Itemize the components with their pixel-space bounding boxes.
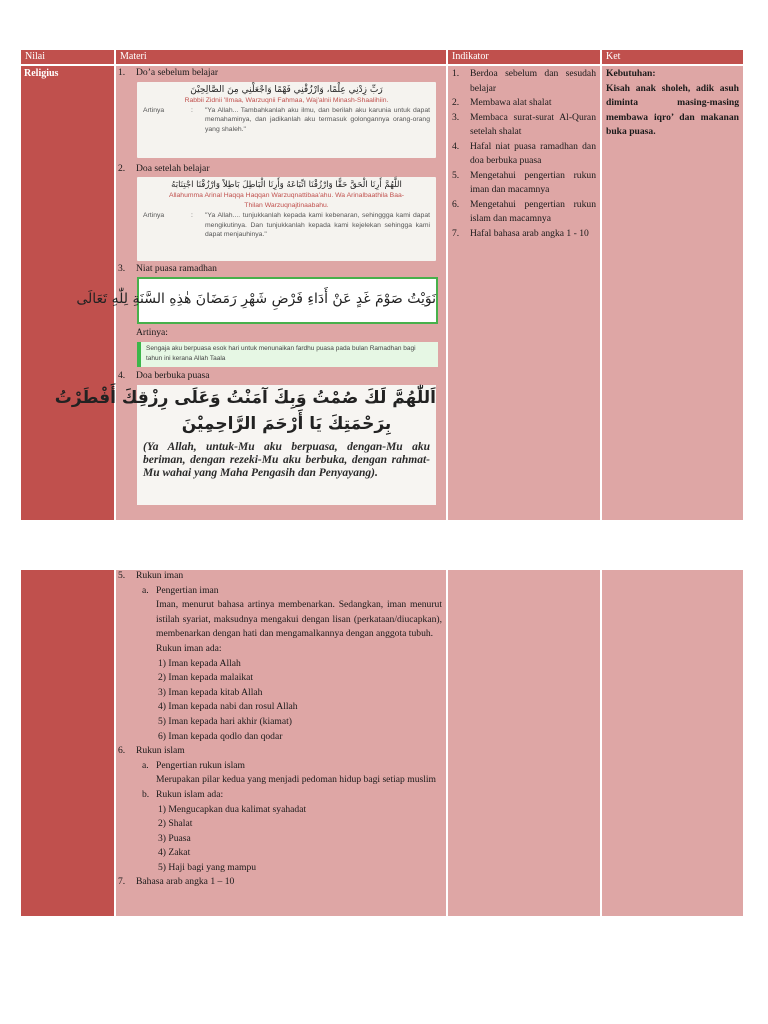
indikator-text: Hafal bahasa arab angka 1 - 10: [470, 227, 589, 239]
sub-title: Pengertian rukun islam: [156, 759, 245, 771]
indikator-text: Berdoa sebelum dan sesudah belajar: [470, 68, 596, 94]
artinya-row: [137, 106, 436, 135]
item-title: Do’a sebelum belajar: [136, 67, 219, 78]
nilai-label: Religius: [24, 68, 59, 79]
list-item: 2) Iman kepada malaikat: [158, 672, 254, 684]
item-number: 6.: [118, 745, 126, 757]
materi-item-6: [118, 744, 442, 759]
doa-berbuka-image: [54, 385, 436, 505]
arabic-line-1: اَللّٰهُمَّ لَكَ صُمْتُ وَبِكَ آمَنْتُ وَعَلَى رِزْقِكَ أَفْطَرْتُ: [54, 388, 436, 408]
list-item: 5) Iman kepada hari akhir (kiamat): [158, 715, 292, 727]
item-title: Doa berbuka puasa: [136, 370, 210, 381]
indikator-item: [452, 111, 596, 140]
item-number: 1.: [118, 67, 126, 78]
list-item: 4) Zakat: [158, 847, 191, 859]
indikator-text: Hafal niat puasa ramadhan dan doa berbuka puasa: [470, 140, 596, 166]
artinya-text: "Ya Allah.... tunjukkanlah kepada kami kebenaran, sehinggga kami dapat mengikutinya. Dan tunjukkanlah kepada kami kejelekan sehingga kami dapat menjauhinya.": [205, 212, 430, 238]
indikator-number: 4.: [452, 140, 460, 152]
ket-text: Kisah anak sholeh, adik asuh diminta masing-masing membawa iqro’ dan makanan buka puasa.: [606, 82, 739, 137]
list-item: 1) Iman kepada Allah: [158, 657, 241, 669]
niat-puasa-image: [76, 277, 438, 324]
sub-label: b.: [142, 788, 150, 800]
item-title: Rukun iman: [136, 570, 184, 581]
header-ket: Ket: [602, 50, 743, 64]
item-number: 2.: [118, 163, 126, 174]
item-number: 3.: [118, 263, 126, 274]
materi-item-4: [118, 369, 438, 384]
indikator-item: [452, 169, 596, 198]
header-materi: Materi: [116, 50, 446, 64]
materi-item-7: [118, 875, 442, 890]
arabic-line-2: بِرَحْمَتِكَ يَا أَرْحَمَ الرَّاحِمِيْنَ: [181, 414, 392, 434]
materi-item-5: [118, 569, 442, 584]
indikator-item: [452, 198, 596, 227]
indikator-number: 3.: [452, 111, 460, 123]
indikator-cell-2: [448, 570, 600, 916]
list-item: 3) Puasa: [158, 832, 191, 844]
header-indikator: Indikator: [448, 50, 600, 64]
indikator-text: Membawa alat shalat: [470, 97, 552, 108]
indikator-number: 2.: [452, 97, 460, 108]
sub-item-a: [118, 759, 442, 774]
rukun-iman-list: [118, 657, 442, 745]
artinya-text: "Ya Allah... Tambahkanlah aku ilmu, dan berilah aku karunia untuk dapat memahaminya, dan jadikanlah aku termasuk golongannya orang-orang yang shaleh.": [205, 106, 430, 133]
ket-label: Kebutuhan:: [606, 68, 656, 79]
artinya-label: Artinya: [143, 212, 165, 219]
materi-item-1: [118, 66, 438, 81]
latin-text: Allahumma Arinal Haqqa Haqqan Warzuqnattibaa'ahu. Wa Arinalbaathila Baa-Thilan Warzuqnajtinaabahu.: [168, 192, 405, 209]
sub-label: a.: [142, 584, 149, 596]
latin-text: Rabbii Zidnii 'Ilmaa, Warzuqnii Fahmaa, Waj'alnii Minash-Shaalihiin.: [184, 97, 389, 104]
item-title: Niat puasa ramadhan: [136, 263, 217, 274]
list-item: 1) Mengucapkan dua kalimat syahadat: [158, 803, 307, 815]
niat-artinya-box: [137, 342, 438, 367]
list-item: 6) Iman kepada qodlo dan qodar: [158, 730, 283, 742]
niat-artinya-label: Artinya:: [136, 327, 168, 338]
ket-content: [606, 67, 739, 140]
indikator-item: [452, 140, 596, 169]
indikator-number: 5.: [452, 169, 460, 181]
pengertian-islam-text: Merupakan pilar kedua yang menjadi pedoman hidup bagi setiap muslim: [156, 774, 437, 786]
colon: :: [191, 106, 193, 114]
ket-cell-2: [602, 570, 743, 916]
colon: :: [191, 212, 193, 219]
indikator-number: 1.: [452, 68, 460, 79]
artinya-label: Artinya: [143, 106, 165, 114]
sub-item-b: [118, 788, 442, 803]
rukun-islam-list: [118, 803, 442, 876]
indikator-list: [452, 67, 596, 241]
arabic-text: نَوَيْتُ صَوْمَ غَدٍ عَنْ أَدَاءِ فَرْضِ شَهْرِ رَمَضَانَ هٰذِهِ السَّنَةِ لِلّٰهِ تَعَالَى: [76, 291, 436, 307]
indikator-number: 6.: [452, 198, 460, 210]
niat-artinya-text: Sengaja aku berpuasa esok hari untuk menunaikan fardhu puasa pada bulan Ramadhan bagi tahun ini kerana Allah Taala: [146, 345, 416, 362]
indikator-item: [452, 67, 596, 96]
doa-setelah-belajar-image: [137, 177, 436, 261]
indikator-text: Mengetahui pengertian rukun iman dan macamnya: [470, 169, 596, 195]
list-item: 4) Iman kepada nabi dan rosul Allah: [158, 701, 298, 713]
item-title: Bahasa arab angka 1 – 10: [136, 876, 235, 888]
item-number: 7.: [118, 876, 126, 888]
indikator-item: [452, 96, 596, 111]
item-title: Rukun islam: [136, 745, 185, 757]
header-nilai: Nilai: [21, 50, 114, 64]
sub-title: Rukun islam ada:: [156, 788, 224, 800]
item-number: 4.: [118, 370, 126, 381]
indikator-number: 7.: [452, 227, 460, 239]
indikator-item: [452, 227, 596, 242]
materi-continued: [118, 569, 442, 890]
sub-label: a.: [142, 759, 149, 771]
materi-item-3: [118, 262, 438, 277]
artinya-row: [137, 211, 436, 240]
indikator-text: Mengetahui pengertian rukun islam dan macamnya: [470, 198, 596, 224]
nilai-cell-2: [21, 570, 114, 916]
arabic-text: رَبِّ زِدْنِي عِلْمًا، وَارْزُقْنِي فَهْمًا وَاجْعَلْنِي مِنَ الصَّالِحِيْنَ: [190, 85, 383, 95]
list-item: 5) Haji bagi yang mampu: [158, 861, 257, 873]
list-item: 3) Iman kepada kitab Allah: [158, 686, 263, 698]
pengertian-iman-text: Iman, menurut bahasa artinya membenarkan. Sedangkan, iman menurut istilah syariat, maksudnya mengakui dengan lisan (perkataan/diucapkan), membenarkan dengan hati dan mengamalkannya dengan anggota tubuh.: [156, 599, 442, 640]
rukun-iman-title: Rukun iman ada:: [156, 642, 222, 654]
arabic-text: اللَّهُمَّ أَرِنَا الْحَقَّ حَقًّا وَارْزُقْنَا اتِّبَاعَهُ وَأَرِنَا الْبَاطِلَ بَاطِلاً وَارْزُقْنَا اجْتِنَابَهُ: [171, 180, 402, 190]
indikator-text: Membaca surat-surat Al-Quran setelah shalat: [470, 111, 596, 137]
item-title: Doa setelah belajar: [136, 163, 210, 174]
meaning-text: (Ya Allah, untuk-Mu aku berpuasa, dengan-Mu aku beriman, dengan rezeki-Mu aku berbuka, dengan rahmat-Mu wahai yang Maha Pengasih dan Penyayang).: [143, 441, 430, 479]
materi-item-2: [118, 162, 438, 177]
sub-item-a: [118, 584, 442, 599]
doa-sebelum-belajar-image: [137, 82, 436, 158]
item-number: 5.: [118, 570, 126, 581]
list-item: 2) Shalat: [158, 818, 193, 830]
sub-title: Pengertian iman: [156, 584, 219, 596]
